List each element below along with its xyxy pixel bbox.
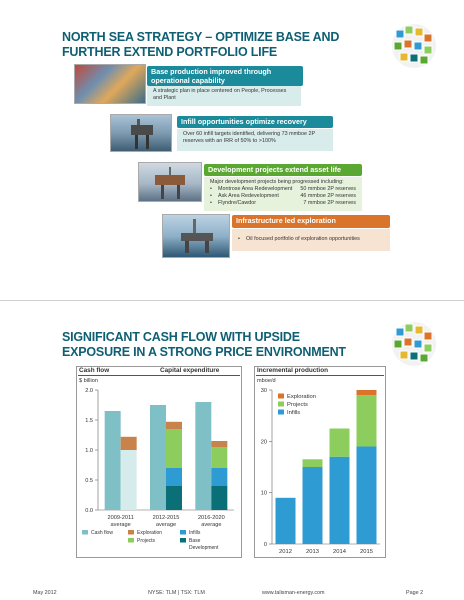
legend-label: Infills	[287, 410, 301, 416]
capex-bar-exploration	[166, 422, 182, 429]
x-tick-label: 2012-2015	[152, 515, 180, 521]
x-tick-label: 2012	[279, 549, 292, 555]
legend-swatch	[278, 394, 284, 399]
x-tick-label: 2015	[360, 549, 373, 555]
production-bar-infills	[303, 467, 323, 544]
talisman-logo-icon	[388, 20, 440, 72]
list-item: • Montrose Area Redevelopment 50 mmboe 2P reserves	[210, 186, 356, 192]
block3-intro: Major development projects being progressed including:	[210, 179, 344, 185]
legend-label: Infills	[189, 530, 201, 536]
slide-divider	[0, 300, 464, 301]
capex-bar-base	[166, 486, 182, 510]
legend-swatch	[180, 530, 186, 535]
x-tick-label: average	[110, 522, 131, 528]
capex-header: Capital expenditure	[160, 367, 220, 374]
footer-url: www.talisman-energy.com	[262, 590, 325, 596]
list-item: • Flyndre/Cawdor 7 mmboe 2P reserves	[210, 200, 356, 206]
y-tick-label: 20	[260, 439, 267, 446]
slide2-title: SIGNIFICANT CASH FLOW WITH UPSIDE EXPOSURE IN A STRONG PRICE ENVIRONMENT	[62, 330, 346, 359]
list-item-value: 46 mmboe 2P reserves	[300, 193, 356, 199]
x-tick-label: average	[201, 522, 222, 528]
production-bar-projects	[330, 429, 350, 457]
list-item-name: Flyndre/Cawdor	[218, 200, 257, 206]
legend-swatch	[278, 410, 284, 415]
footer-date: May 2012	[33, 590, 57, 596]
capex-bar-projects	[121, 450, 137, 510]
legend-label: Exploration	[287, 394, 317, 400]
production-bar-projects	[303, 459, 323, 467]
capex-bar-exploration	[211, 441, 227, 447]
x-tick-label: average	[155, 522, 177, 528]
production-header-rule	[256, 375, 384, 376]
block3-header: Development projects extend asset life	[204, 164, 362, 176]
production-bar-infills	[357, 446, 377, 544]
legend-swatch	[180, 538, 186, 543]
photo-platform-2	[138, 162, 202, 202]
footer-ticker: NYSE: TLM | TSX: TLM	[148, 590, 205, 596]
x-tick-label: 2013	[306, 549, 319, 555]
legend-label: Projects	[137, 538, 156, 544]
capex-bar-base	[211, 486, 227, 510]
legend-label: Development	[189, 545, 219, 551]
y-tick-label: 1.0	[85, 448, 93, 454]
legend-swatch	[82, 530, 88, 535]
legend-swatch	[128, 538, 134, 543]
cashflow-bar	[105, 411, 121, 510]
production-bar-infills	[330, 457, 350, 544]
y-tick-label: 10	[260, 490, 267, 497]
cashflow-bar	[195, 402, 211, 510]
list-item-name: Oil focused portfolio of exploration opportunities	[246, 236, 360, 242]
list-item: • Ask Area Redevelopment 46 mmboe 2P reserves	[210, 193, 356, 199]
list-item-value: 50 mmboe 2P reserves	[300, 186, 356, 192]
list-item-name: Ask Area Redevelopment	[218, 193, 279, 199]
legend-swatch	[128, 530, 134, 535]
production-bar-infills	[276, 498, 296, 544]
y-tick-label: 1.5	[85, 418, 93, 424]
x-tick-label: 2016-2020	[197, 515, 225, 521]
capex-chart	[76, 384, 242, 558]
y-tick-label: 0.5	[85, 478, 93, 484]
block1-header: Base production improved through operational capability	[147, 66, 303, 86]
capex-bar-projects	[211, 447, 227, 468]
capex-bar-infills	[166, 468, 182, 486]
production-ylabel: mboe/d	[257, 378, 276, 384]
y-tick-label: 0	[263, 542, 267, 548]
footer-page: Page 2	[406, 590, 424, 596]
production-bar-exploration	[357, 390, 377, 395]
slide1-title: NORTH SEA STRATEGY – OPTIMIZE BASE AND FURTHER EXTEND PORTFOLIO LIFE	[62, 30, 340, 59]
block2-body: Over 60 infill targets identified, delivering 73 mmboe 2P reserves with an IRR of 50% to >100%	[177, 129, 333, 151]
photo-platform-1	[110, 114, 172, 152]
y-tick-label: 0.0	[85, 508, 93, 514]
block2-header: Infill opportunities optimize recovery	[177, 116, 333, 128]
capex-bar-projects	[166, 429, 182, 468]
y-tick-label: 30	[260, 388, 267, 394]
production-bar-projects	[357, 395, 377, 446]
cashflow-bar	[150, 405, 166, 510]
capex-bar-infills	[211, 468, 227, 486]
talisman-logo-icon	[388, 318, 440, 370]
block1-body: A strategic plan in place centered on People, Processes and Plant	[147, 86, 301, 106]
production-header: Incremental production	[257, 367, 329, 374]
capex-bar-exploration	[121, 437, 137, 450]
list-item: • Oil focused portfolio of exploration opportunities	[238, 236, 384, 243]
list-item-value: 7 mmboe 2P reserves	[303, 200, 356, 206]
capex-header-rule	[78, 375, 240, 376]
block3-body	[204, 177, 362, 211]
photo-offshore-collage	[74, 64, 146, 104]
legend-label: Exploration	[137, 530, 163, 536]
legend-label: Projects	[287, 402, 308, 408]
cashflow-header: Cash flow	[79, 367, 110, 374]
block4-body	[232, 229, 390, 251]
legend-swatch	[278, 402, 284, 407]
legend-label: Base	[189, 538, 201, 544]
x-tick-label: 2009-2011	[107, 515, 134, 521]
photo-rig	[162, 214, 230, 258]
production-chart	[254, 384, 386, 558]
x-tick-label: 2014	[333, 549, 346, 555]
list-item-name: Montrose Area Redevelopment	[218, 186, 293, 192]
block4-header: Infrastructure led exploration	[232, 215, 390, 228]
capex-ylabel: $ billion	[79, 378, 98, 384]
y-tick-label: 2.0	[85, 388, 93, 394]
legend-label: Cash flow	[91, 530, 113, 536]
